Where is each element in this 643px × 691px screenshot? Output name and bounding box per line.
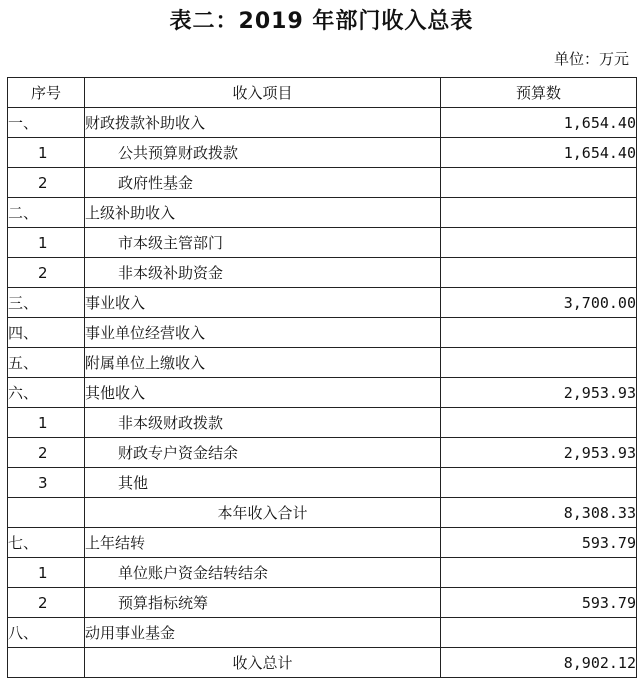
table-row (8, 468, 637, 498)
table-row (8, 228, 637, 258)
header-amount: 预算数 (441, 78, 637, 108)
table-row (8, 438, 637, 468)
row-item: 上级补助收入 (85, 198, 441, 228)
row-item: 事业单位经营收入 (85, 318, 441, 348)
row-amount (441, 258, 637, 288)
row-amount (441, 468, 637, 498)
row-number: 2 (8, 258, 85, 288)
row-item: 其他收入 (85, 378, 441, 408)
row-item: 政府性基金 (85, 168, 441, 198)
table-row (8, 378, 637, 408)
row-item: 本年收入合计 (85, 498, 441, 528)
row-item: 财政专户资金结余 (85, 438, 441, 468)
row-number: 七、 (8, 528, 85, 558)
header-row (8, 78, 637, 108)
row-amount: 2,953.93 (441, 438, 637, 468)
row-item: 非本级财政拨款 (85, 408, 441, 438)
table-row (8, 618, 637, 648)
income-table (7, 77, 637, 678)
row-number (8, 498, 85, 528)
table-row (8, 168, 637, 198)
row-amount (441, 228, 637, 258)
table-body (8, 108, 637, 678)
row-number: 2 (8, 588, 85, 618)
row-amount (441, 348, 637, 378)
table-row (8, 588, 637, 618)
row-amount (441, 198, 637, 228)
row-amount: 8,902.12 (441, 648, 637, 678)
table-row (8, 258, 637, 288)
row-amount: 8,308.33 (441, 498, 637, 528)
row-item: 财政拨款补助收入 (85, 108, 441, 138)
row-number: 二、 (8, 198, 85, 228)
table-row (8, 648, 637, 678)
row-item: 预算指标统筹 (85, 588, 441, 618)
row-item: 非本级补助资金 (85, 258, 441, 288)
row-number: 3 (8, 468, 85, 498)
row-number: 六、 (8, 378, 85, 408)
row-number: 1 (8, 408, 85, 438)
row-number: 三、 (8, 288, 85, 318)
row-amount: 593.79 (441, 588, 637, 618)
table-row (8, 408, 637, 438)
row-number: 1 (8, 138, 85, 168)
table-row (8, 528, 637, 558)
row-number: 1 (8, 558, 85, 588)
row-amount: 3,700.00 (441, 288, 637, 318)
row-number: 2 (8, 438, 85, 468)
row-item: 市本级主管部门 (85, 228, 441, 258)
row-number: 四、 (8, 318, 85, 348)
row-number: 1 (8, 228, 85, 258)
row-amount: 1,654.40 (441, 138, 637, 168)
row-amount: 593.79 (441, 528, 637, 558)
row-amount (441, 168, 637, 198)
row-number: 一、 (8, 108, 85, 138)
row-item: 附属单位上缴收入 (85, 348, 441, 378)
row-amount (441, 618, 637, 648)
row-item: 上年结转 (85, 528, 441, 558)
row-amount (441, 558, 637, 588)
row-number: 八、 (8, 618, 85, 648)
row-amount: 1,654.40 (441, 108, 637, 138)
row-amount (441, 408, 637, 438)
row-item: 其他 (85, 468, 441, 498)
table-row (8, 498, 637, 528)
row-amount: 2,953.93 (441, 378, 637, 408)
table-row (8, 558, 637, 588)
table-row (8, 108, 637, 138)
unit-label: 单位：万元 (553, 50, 629, 68)
header-item: 收入项目 (85, 78, 441, 108)
row-item: 动用事业基金 (85, 618, 441, 648)
page-title: 表二：2019 年部门收入总表 (169, 9, 474, 34)
row-amount (441, 318, 637, 348)
table-row (8, 318, 637, 348)
row-item: 公共预算财政拨款 (85, 138, 441, 168)
row-number (8, 648, 85, 678)
table-row (8, 288, 637, 318)
row-item: 事业收入 (85, 288, 441, 318)
row-number: 2 (8, 168, 85, 198)
row-number: 五、 (8, 348, 85, 378)
table-row (8, 348, 637, 378)
row-item: 单位账户资金结转结余 (85, 558, 441, 588)
row-item: 收入总计 (85, 648, 441, 678)
table-row (8, 138, 637, 168)
table-row (8, 198, 637, 228)
header-no: 序号 (8, 78, 85, 108)
